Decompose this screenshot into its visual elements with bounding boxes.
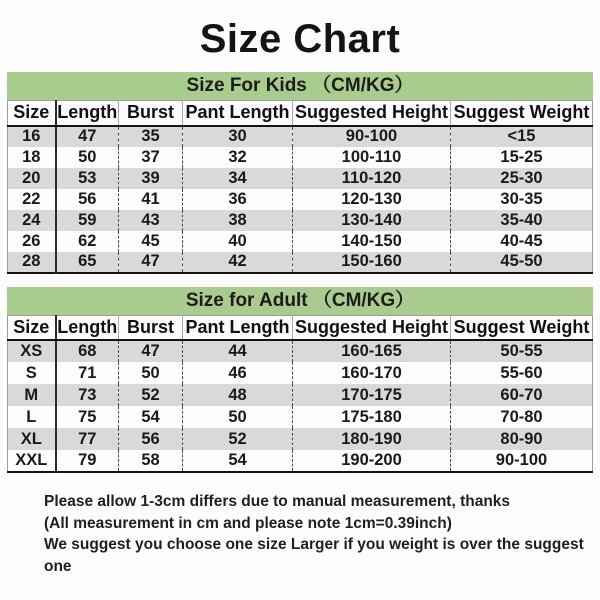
table-cell: 56	[56, 189, 119, 210]
table-cell: XXL	[8, 450, 56, 472]
table-cell: 47	[119, 252, 183, 273]
size-row-18	[8, 147, 593, 168]
table-cell: 15-25	[500, 147, 543, 166]
size-row-26	[8, 231, 593, 252]
note-line-1: Please allow 1-3cm differs due to manual measurement, thanks	[44, 493, 511, 510]
table-cell: 50	[119, 362, 183, 384]
note-line-3: We suggest you choose one size Larger if you weight is over the suggest one	[44, 536, 584, 575]
header-row	[8, 101, 593, 126]
table-cell: 24	[8, 210, 56, 231]
table-cell: 62	[56, 231, 119, 252]
column-header-suggested-height: Suggested Height	[293, 315, 451, 340]
table-cell: 16	[8, 126, 56, 147]
table-cell: 54	[183, 450, 293, 472]
adult-size-section	[7, 287, 593, 474]
column-header-burst: Burst	[119, 315, 183, 340]
size-row-22	[8, 189, 593, 210]
table-cell: 20	[8, 168, 56, 189]
table-cell: 41	[119, 189, 183, 210]
table-cell: XL	[8, 428, 56, 450]
table-cell: 50-55	[500, 342, 543, 360]
column-header-size: Size	[8, 101, 56, 126]
table-cell: 110-120	[293, 168, 451, 189]
table-cell: 35	[119, 126, 183, 147]
table-cell: 26	[8, 231, 56, 252]
table-cell: 58	[119, 450, 183, 472]
table-cell: 52	[183, 428, 293, 450]
size-row-xxl	[8, 450, 593, 472]
measurement-notes	[44, 491, 600, 577]
size-row-28	[8, 252, 593, 273]
table-cell: 45-50	[500, 252, 543, 270]
table-cell: 175-180	[293, 406, 451, 428]
table-cell: 30-35	[500, 189, 543, 208]
table-cell: 190-200	[293, 450, 451, 472]
table-cell: 120-130	[293, 189, 451, 210]
size-row-xl	[8, 428, 593, 450]
table-cell: 50	[183, 406, 293, 428]
table-cell: 45	[119, 231, 183, 252]
size-row-20	[8, 168, 593, 189]
column-header-suggest-weight: Suggest Weight	[451, 101, 593, 126]
table-cell: 70-80	[500, 407, 543, 426]
column-header-suggested-height: Suggested Height	[293, 101, 451, 126]
table-cell: 52	[119, 384, 183, 406]
table-cell: 68	[56, 340, 119, 362]
table-cell: 77	[56, 428, 119, 450]
table-cell: 60-70	[500, 385, 543, 404]
table-cell: 28	[8, 252, 56, 273]
table-cell: 48	[183, 384, 293, 406]
table-cell: 47	[119, 340, 183, 362]
table-cell: 30	[183, 126, 293, 147]
table-cell: 47	[56, 126, 119, 147]
column-header-length: Length	[56, 101, 119, 126]
table-cell: 73	[56, 384, 119, 406]
table-cell: 140-150	[293, 231, 451, 252]
column-header-pant-length: Pant Length	[183, 315, 293, 340]
table-cell: 40	[183, 231, 293, 252]
table-cell: 22	[8, 189, 56, 210]
table-cell: 180-190	[293, 428, 451, 450]
table-cell: 18	[8, 147, 56, 168]
size-row-s	[8, 362, 593, 384]
table-cell: 90-100	[293, 126, 451, 147]
column-header-size: Size	[8, 315, 56, 340]
table-cell: 44	[183, 340, 293, 362]
table-cell: 65	[56, 252, 119, 273]
kids-size-table	[7, 100, 593, 274]
adult-section-title: Size for Adult （CM/KG）	[7, 287, 593, 315]
header-row	[8, 315, 593, 340]
size-row-16	[8, 126, 593, 147]
kids-section-title: Size For Kids （CM/KG）	[7, 72, 593, 100]
table-cell: 75	[56, 406, 119, 428]
table-cell: 55-60	[500, 363, 543, 382]
table-cell: XS	[8, 340, 56, 362]
note-line-2: (All measurement in cm and please note 1cm=0.39inch)	[44, 514, 452, 532]
table-cell: 42	[183, 252, 293, 273]
column-header-burst: Burst	[119, 101, 183, 126]
column-header-length: Length	[56, 315, 119, 340]
table-cell: 54	[119, 406, 183, 428]
table-cell: 130-140	[293, 210, 451, 231]
size-row-24	[8, 210, 593, 231]
table-cell: 53	[56, 168, 119, 189]
table-cell: 39	[119, 168, 183, 189]
table-cell: L	[8, 406, 56, 428]
size-row-xs	[8, 340, 593, 362]
table-cell: 37	[119, 147, 183, 168]
table-cell: 100-110	[293, 147, 451, 168]
table-cell: 160-170	[293, 362, 451, 384]
size-row-l	[8, 406, 593, 428]
table-cell: <15	[507, 127, 536, 145]
table-cell: 43	[119, 210, 183, 231]
table-cell: 46	[183, 362, 293, 384]
table-cell: 80-90	[500, 429, 543, 448]
table-cell: S	[8, 362, 56, 384]
table-cell: 40-45	[500, 231, 543, 250]
column-header-pant-length: Pant Length	[183, 101, 293, 126]
table-cell: 79	[56, 450, 119, 472]
table-cell: 160-165	[293, 340, 451, 362]
table-cell: M	[8, 384, 56, 406]
table-cell: 25-30	[500, 168, 543, 187]
table-cell: 90-100	[495, 451, 548, 469]
size-row-m	[8, 384, 593, 406]
table-cell: 71	[56, 362, 119, 384]
table-cell: 35-40	[500, 210, 543, 229]
adult-size-table	[7, 315, 593, 474]
table-cell: 170-175	[293, 384, 451, 406]
table-cell: 38	[183, 210, 293, 231]
column-header-suggest-weight: Suggest Weight	[451, 315, 593, 340]
table-cell: 50	[56, 147, 119, 168]
kids-size-section	[7, 72, 593, 274]
table-cell: 59	[56, 210, 119, 231]
table-cell: 32	[183, 147, 293, 168]
table-cell: 36	[183, 189, 293, 210]
page-title: Size Chart	[199, 17, 401, 61]
table-cell: 150-160	[293, 252, 451, 273]
table-cell: 34	[183, 168, 293, 189]
table-cell: 56	[119, 428, 183, 450]
